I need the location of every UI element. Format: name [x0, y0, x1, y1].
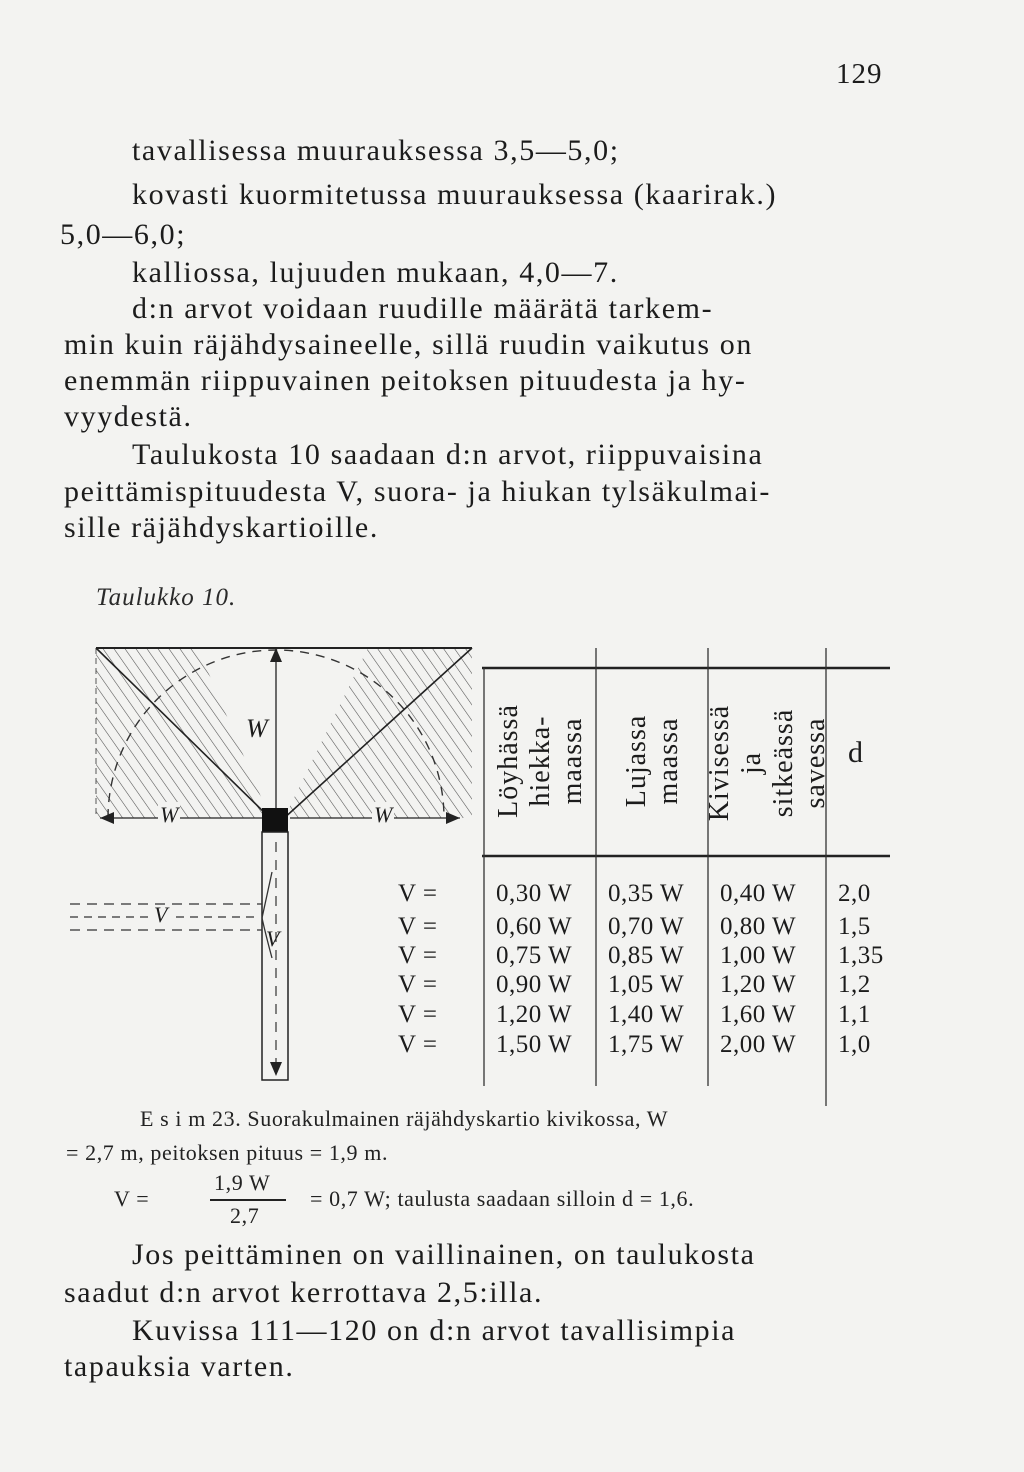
- example-line-2: = 2,7 m, peitoksen pituus = 1,9 m.: [66, 1140, 389, 1165]
- formula-rhs: = 0,7 W; taulusta saadaan silloin d = 1,6.: [310, 1186, 695, 1211]
- cell-firm-soil: 0,85 W: [608, 942, 685, 969]
- cell-firm-soil: 0,35 W: [608, 880, 685, 907]
- cell-d: 1,5: [838, 913, 871, 940]
- cell-loose-sand: 0,30 W: [496, 880, 573, 907]
- cell-stony-clay: 0,40 W: [720, 880, 797, 907]
- example-line-1: E s i m 23. Suorakulmainen räjähdyskartio kivikossa, W: [140, 1106, 669, 1131]
- cell-loose-sand: 1,20 W: [496, 1001, 573, 1028]
- cell-d: 2,0: [838, 880, 871, 907]
- cell-firm-soil: 1,05 W: [608, 971, 685, 998]
- closing-line-4: tapauksia varten.: [64, 1350, 295, 1383]
- table-row: [0, 880, 1024, 914]
- cell-firm-soil: 0,70 W: [608, 913, 685, 940]
- row-label: V =: [398, 1031, 438, 1058]
- cell-loose-sand: 0,60 W: [496, 913, 573, 940]
- cell-d: 1,35: [838, 942, 884, 969]
- page-number: 129: [836, 58, 883, 90]
- body-line-4: kalliossa, lujuuden mukaan, 4,0—7.: [132, 256, 619, 289]
- closing-line-1: Jos peittäminen on vaillinainen, on taulukosta: [132, 1238, 756, 1271]
- header-loose-sand: Löyhässä hiekka- maassa: [492, 703, 588, 818]
- cell-loose-sand: 0,75 W: [496, 942, 573, 969]
- formula-denominator: 2,7: [230, 1203, 260, 1228]
- cell-stony-clay: 1,20 W: [720, 971, 797, 998]
- table-row: [0, 1001, 1024, 1035]
- body-line-5: d:n arvot voidaan ruudille määrätä tarkem-: [132, 292, 714, 325]
- cell-d: 1,2: [838, 971, 871, 998]
- formula-lhs: V =: [114, 1186, 150, 1211]
- body-line-2: kovasti kuormitetussa muurauksessa (kaarirak.): [132, 178, 778, 211]
- cell-stony-clay: 0,80 W: [720, 913, 797, 940]
- cell-stony-clay: 1,00 W: [720, 942, 797, 969]
- cell-stony-clay: 2,00 W: [720, 1031, 797, 1058]
- row-label: V =: [398, 880, 438, 907]
- row-label: V =: [398, 1001, 438, 1028]
- cell-loose-sand: 1,50 W: [496, 1031, 573, 1058]
- label-v-right: V: [266, 926, 280, 951]
- cell-d: 1,0: [838, 1031, 871, 1058]
- body-line-8: vyydestä.: [64, 400, 193, 433]
- cell-stony-clay: 1,60 W: [720, 1001, 797, 1028]
- closing-line-3: Kuvissa 111—120 on d:n arvot tavallisimpia: [132, 1314, 737, 1347]
- fraction-bar: [210, 1199, 286, 1201]
- body-line-1: tavallisessa muurauksessa 3,5—5,0;: [132, 134, 620, 167]
- cell-firm-soil: 1,40 W: [608, 1001, 685, 1028]
- formula-numerator: 1,9 W: [214, 1170, 271, 1195]
- header-d: d: [848, 736, 863, 769]
- body-line-11: sille räjähdyskartioille.: [64, 511, 379, 544]
- body-line-10: peittämispituudesta V, suora- ja hiukan tylsäkulmai-: [64, 475, 771, 508]
- table-row: [0, 971, 1024, 1005]
- row-label: V =: [398, 913, 438, 940]
- body-line-6: min kuin räjähdysaineelle, sillä ruudin vaikutus on: [64, 328, 753, 361]
- charge-square: [262, 808, 288, 832]
- label-w-top: W: [246, 714, 268, 743]
- label-v-left: V: [154, 902, 168, 927]
- cell-d: 1,1: [838, 1001, 871, 1028]
- body-line-3: 5,0—6,0;: [60, 218, 187, 251]
- table-row: [0, 1031, 1024, 1065]
- cell-loose-sand: 0,90 W: [496, 971, 573, 998]
- row-label: V =: [398, 971, 438, 998]
- cell-firm-soil: 1,75 W: [608, 1031, 685, 1058]
- body-line-7: enemmän riippuvainen peitoksen pituudesta ja hy-: [64, 364, 747, 397]
- row-label: V =: [398, 942, 438, 969]
- header-stony-clay: Kivisessä ja sitkeässä savessa: [703, 704, 831, 821]
- label-w-left: W: [160, 802, 179, 827]
- table-caption: Taulukko 10.: [96, 584, 237, 611]
- closing-line-2: saadut d:n arvot kerrottava 2,5:illa.: [64, 1276, 544, 1309]
- body-line-9: Taulukosta 10 saadaan d:n arvot, riippuvaisina: [132, 438, 764, 471]
- header-firm-soil: Lujassa maassa: [620, 714, 684, 807]
- label-w-right: W: [374, 802, 393, 827]
